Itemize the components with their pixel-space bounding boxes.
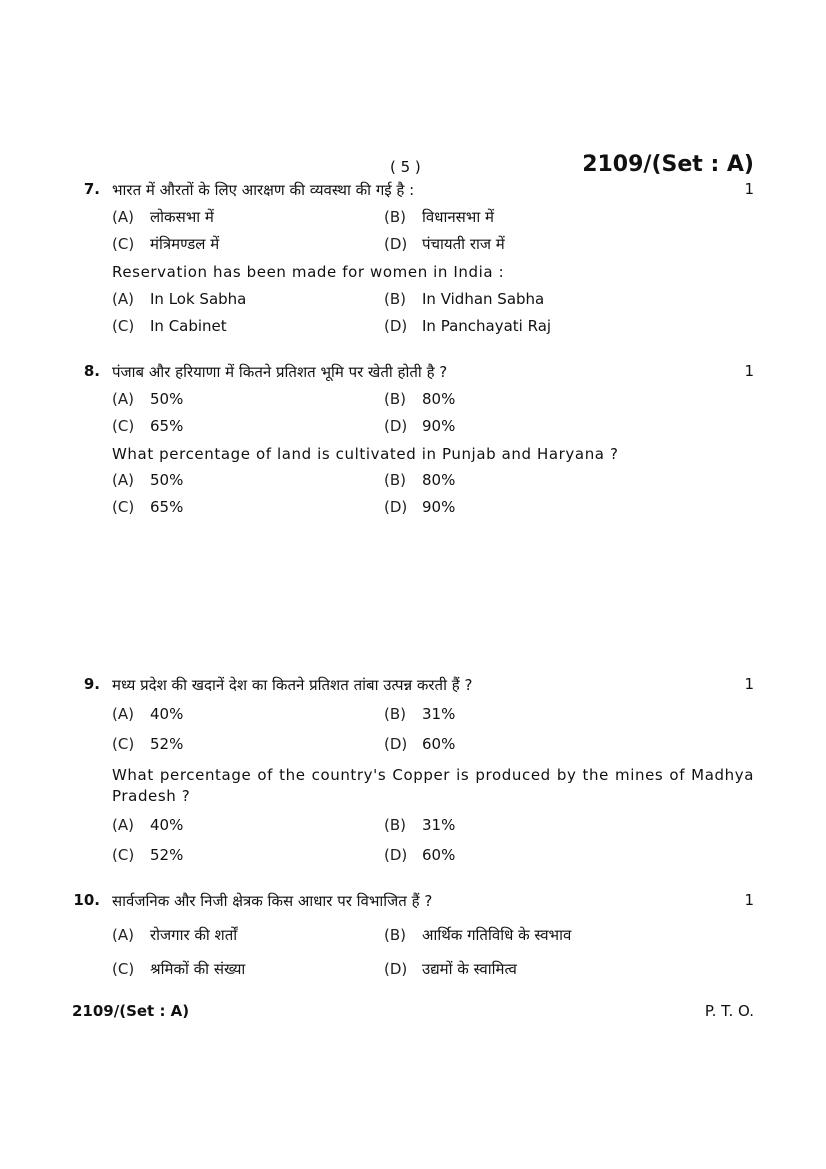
option-text: उद्यमों के स्वामित्व xyxy=(422,960,517,978)
option-text: 80% xyxy=(422,471,456,489)
option-text: मंत्रिमण्डल में xyxy=(150,235,220,253)
option-text: लोकसभा में xyxy=(150,208,214,226)
set-code: 2109/(Set : A) xyxy=(582,152,754,177)
option-label: (A) xyxy=(112,816,134,834)
option-label: (C) xyxy=(112,846,135,864)
question-marks: 1 xyxy=(744,180,754,198)
option-a xyxy=(112,290,246,308)
question-number: 9. xyxy=(83,675,100,693)
option-label: (A) xyxy=(112,208,134,226)
option-label: (B) xyxy=(384,208,406,226)
option-text: 80% xyxy=(422,390,456,408)
option-label: (D) xyxy=(384,735,408,753)
option-d xyxy=(384,959,517,979)
question-text-hindi: पंजाब और हरियाणा में कितने प्रतिशत भूमि पर खेती होती है ? xyxy=(112,363,448,381)
option-b xyxy=(384,290,544,308)
option-text: 52% xyxy=(150,846,184,864)
option-c xyxy=(112,735,183,753)
question-text-english: Reservation has been made for women in India : xyxy=(112,263,505,281)
option-c xyxy=(112,959,245,979)
option-text: 40% xyxy=(150,816,184,834)
option-label: (B) xyxy=(384,816,406,834)
option-label: (B) xyxy=(384,290,406,308)
option-text: 31% xyxy=(422,816,456,834)
option-label: (D) xyxy=(384,498,408,516)
option-text: In Panchayati Raj xyxy=(422,317,552,335)
option-b xyxy=(384,925,571,945)
option-text: विधानसभा में xyxy=(422,208,494,226)
option-label: (D) xyxy=(384,417,408,435)
option-a xyxy=(112,705,183,723)
option-a xyxy=(112,925,237,945)
option-label: (D) xyxy=(384,235,408,253)
option-b xyxy=(384,207,494,227)
option-text: 50% xyxy=(150,471,184,489)
question-number: 7. xyxy=(83,180,100,198)
option-text: 50% xyxy=(150,390,184,408)
option-text: 60% xyxy=(422,735,456,753)
option-d xyxy=(384,846,455,864)
option-label: (A) xyxy=(112,471,134,489)
option-d xyxy=(384,498,455,516)
footer-set-code: 2109/(Set : A) xyxy=(72,1002,190,1020)
option-b xyxy=(384,390,455,408)
option-text: 40% xyxy=(150,705,184,723)
option-label: (B) xyxy=(384,390,406,408)
question-7 xyxy=(72,180,754,335)
option-text: 90% xyxy=(422,417,456,435)
question-text-hindi: मध्य प्रदेश की खदानें देश का कितने प्रतिशत तांबा उत्पन्न करती हैं ? xyxy=(112,676,473,694)
option-text: पंचायती राज में xyxy=(422,235,505,253)
option-d xyxy=(384,417,455,435)
option-label: (B) xyxy=(384,471,406,489)
option-label: (A) xyxy=(112,926,134,944)
option-text: 31% xyxy=(422,705,456,723)
option-d xyxy=(384,317,551,335)
option-text: In Vidhan Sabha xyxy=(422,290,545,308)
option-label: (D) xyxy=(384,960,408,978)
option-b xyxy=(384,471,455,489)
option-text: 65% xyxy=(150,417,184,435)
option-text: 90% xyxy=(422,498,456,516)
option-text: 60% xyxy=(422,846,456,864)
question-text-hindi: सार्वजनिक और निजी क्षेत्रक किस आधार पर विभाजित हैं ? xyxy=(112,892,433,910)
option-label: (B) xyxy=(384,705,406,723)
question-number: 8. xyxy=(83,362,100,380)
option-label: (D) xyxy=(384,317,408,335)
footer-pto: P. T. O. xyxy=(704,1002,754,1020)
option-a xyxy=(112,816,183,834)
option-c xyxy=(112,234,219,254)
option-label: (C) xyxy=(112,235,135,253)
question-9 xyxy=(72,675,754,864)
option-label: (D) xyxy=(384,846,408,864)
option-label: (C) xyxy=(112,735,135,753)
option-text: In Lok Sabha xyxy=(150,290,247,308)
option-label: (C) xyxy=(112,498,135,516)
page-number: ( 5 ) xyxy=(390,158,421,176)
question-10 xyxy=(72,891,754,978)
question-text-hindi: भारत में औरतों के लिए आरक्षण की व्यवस्था की गई है : xyxy=(112,181,415,199)
option-d xyxy=(384,234,505,254)
question-number: 10. xyxy=(73,891,100,909)
option-text: 65% xyxy=(150,498,184,516)
question-8 xyxy=(72,362,754,516)
option-text: रोजगार की शर्तों xyxy=(150,926,238,944)
option-text: श्रमिकों की संख्या xyxy=(150,960,246,978)
option-text: आर्थिक गतिविधि के स्वभाव xyxy=(422,926,572,944)
option-label: (C) xyxy=(112,960,135,978)
question-marks: 1 xyxy=(744,362,754,380)
option-label: (C) xyxy=(112,317,135,335)
option-b xyxy=(384,705,455,723)
option-label: (C) xyxy=(112,417,135,435)
option-a xyxy=(112,207,214,227)
option-c xyxy=(112,417,183,435)
option-a xyxy=(112,471,183,489)
option-d xyxy=(384,735,455,753)
option-c xyxy=(112,498,183,516)
option-a xyxy=(112,390,183,408)
option-c xyxy=(112,317,227,335)
option-label: (A) xyxy=(112,705,134,723)
question-marks: 1 xyxy=(744,891,754,909)
option-c xyxy=(112,846,183,864)
question-text-english: What percentage of land is cultivated in Punjab and Haryana ? xyxy=(112,445,619,463)
option-text: In Cabinet xyxy=(150,317,227,335)
option-b xyxy=(384,816,455,834)
question-marks: 1 xyxy=(744,675,754,693)
option-label: (B) xyxy=(384,926,406,944)
option-label: (A) xyxy=(112,290,134,308)
option-text: 52% xyxy=(150,735,184,753)
option-label: (A) xyxy=(112,390,134,408)
question-text-english: What percentage of the country's Copper is produced by the mines of Madhya Pradesh ? xyxy=(112,766,754,805)
